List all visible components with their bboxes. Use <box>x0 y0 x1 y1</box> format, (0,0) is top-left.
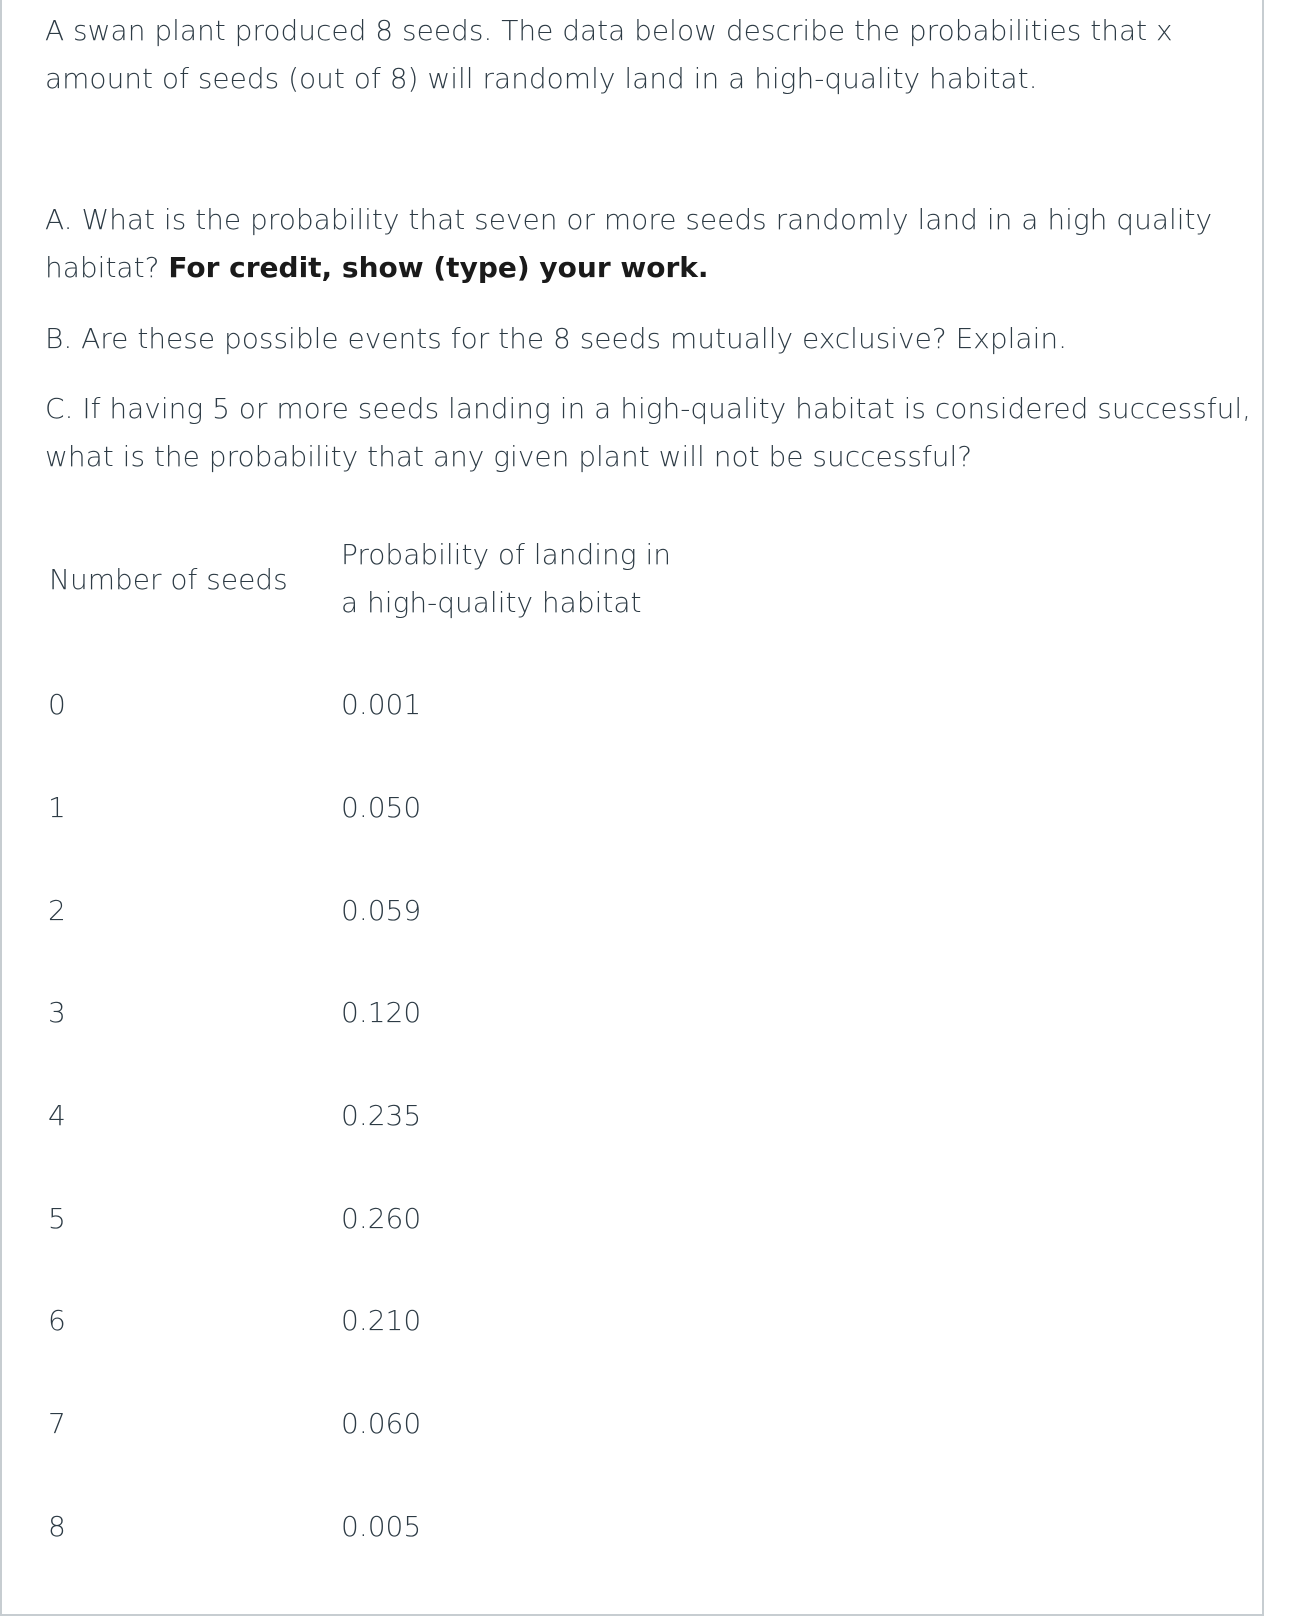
probability-cell: 0.001 <box>341 688 422 721</box>
question-c <box>45 385 1251 481</box>
seeds-cell: 0 <box>48 688 66 721</box>
header-probability-line-2: a high-quality habitat <box>341 586 642 619</box>
header-number-of-seeds: Number of seeds <box>49 563 288 596</box>
probability-cell: 0.235 <box>341 1099 422 1132</box>
seeds-cell: 2 <box>48 894 66 927</box>
question-c-line-2: what is the probability that any given plant will not be successful? <box>45 440 973 473</box>
seeds-cell: 3 <box>48 996 66 1029</box>
seeds-cell: 5 <box>48 1202 66 1235</box>
question-a <box>45 196 1212 292</box>
intro-line-2: amount of seeds (out of 8) will randomly land in a high-quality habitat. <box>45 62 1038 95</box>
probability-cell: 0.120 <box>341 996 422 1029</box>
probability-cell: 0.059 <box>341 894 422 927</box>
question-a-credit-note: For credit, show (type) your work. <box>168 251 709 284</box>
probability-cell: 0.260 <box>341 1202 422 1235</box>
question-b <box>45 315 1067 363</box>
seeds-cell: 4 <box>48 1099 66 1132</box>
probability-cell: 0.060 <box>341 1407 422 1440</box>
seeds-cell: 7 <box>48 1407 66 1440</box>
intro-line-1: A swan plant produced 8 seeds. The data below describe the probabilities that x <box>45 14 1173 47</box>
question-a-line-2: habitat? <box>45 251 169 284</box>
intro-paragraph <box>45 7 1173 103</box>
seeds-cell: 8 <box>48 1510 66 1543</box>
header-probability <box>341 531 671 627</box>
question-c-line-1: C. If having 5 or more seeds landing in a high-quality habitat is considered successful, <box>45 392 1252 425</box>
seeds-cell: 1 <box>48 791 66 824</box>
probability-cell: 0.210 <box>341 1304 422 1337</box>
question-a-line-1: A. What is the probability that seven or more seeds randomly land in a high quality <box>45 203 1213 236</box>
header-probability-line-1: Probability of landing in <box>341 538 672 571</box>
seeds-cell: 6 <box>48 1304 66 1337</box>
probability-cell: 0.005 <box>341 1510 422 1543</box>
question-b-text: B. Are these possible events for the 8 seeds mutually exclusive? Explain. <box>45 322 1068 355</box>
probability-cell: 0.050 <box>341 791 422 824</box>
